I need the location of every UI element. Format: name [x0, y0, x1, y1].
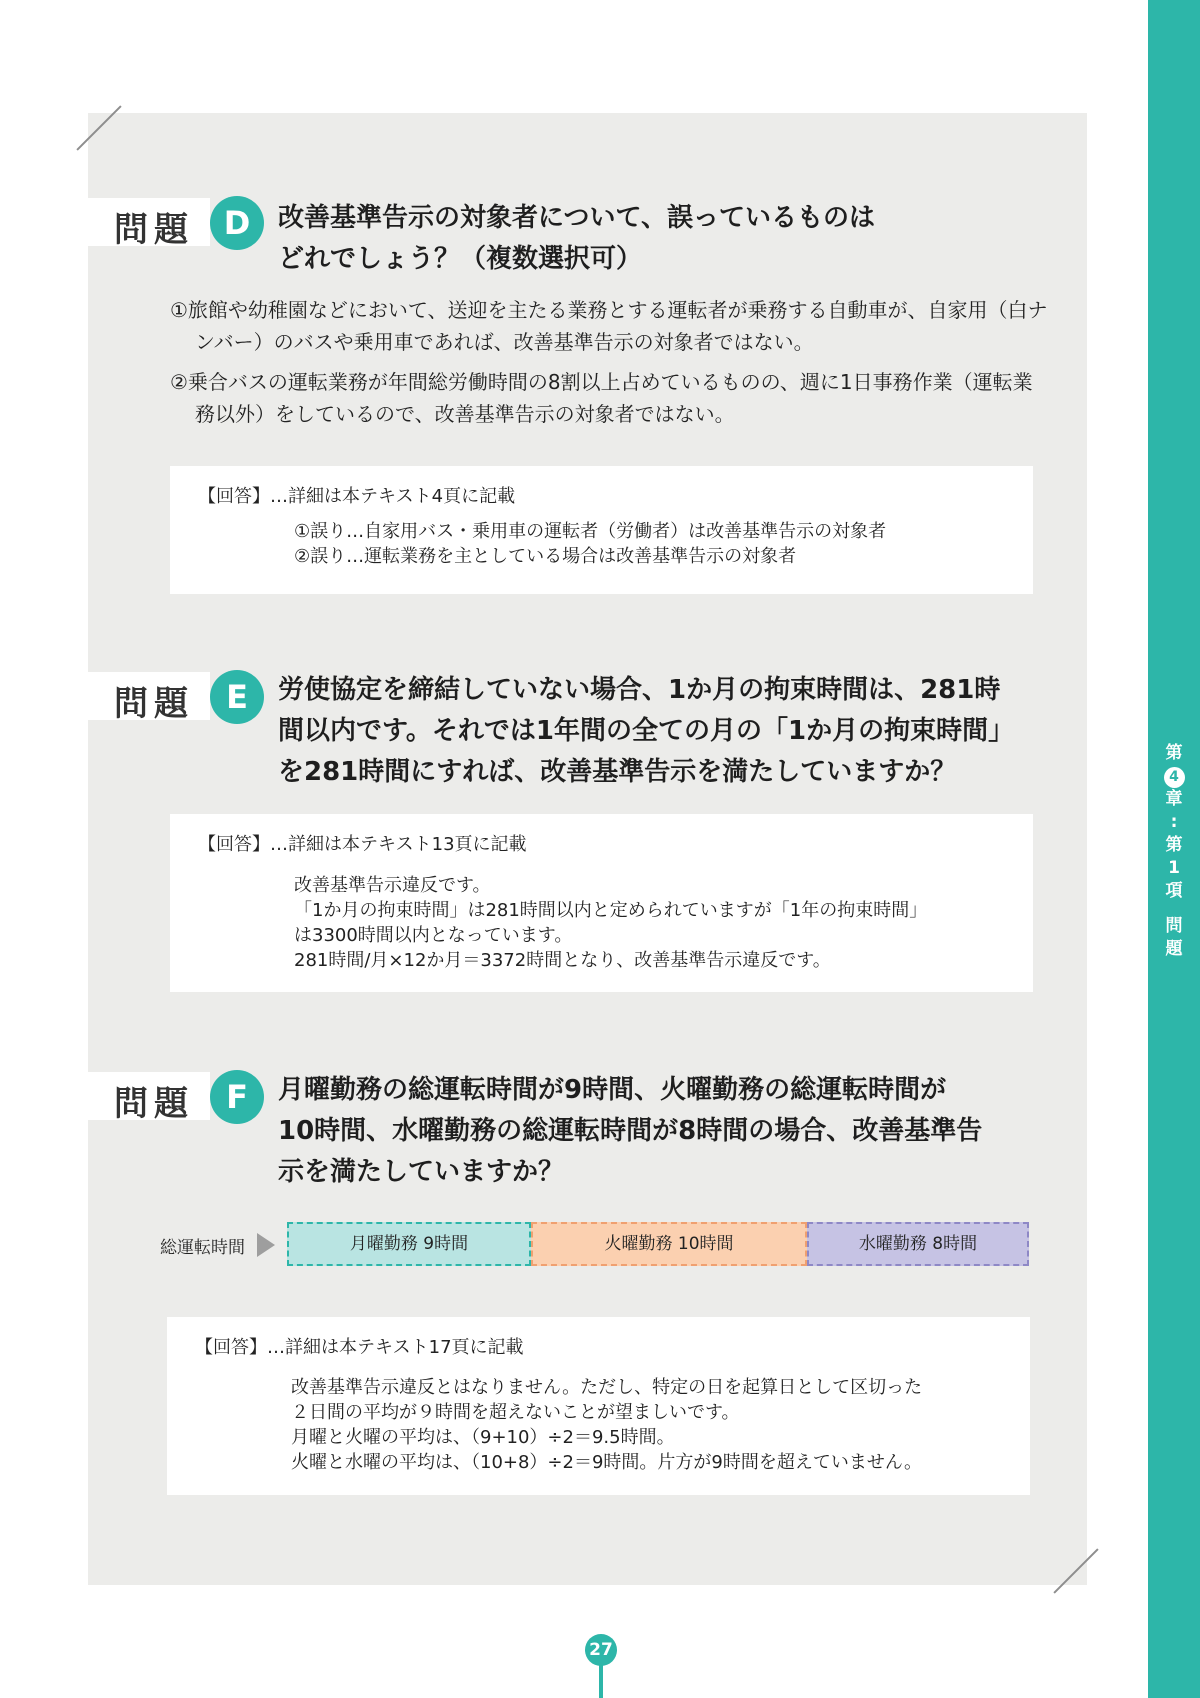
answer-header: 【回答】…詳細は本テキスト17頁に記載	[195, 1337, 524, 1358]
timeline-label: 総運転時間	[160, 1238, 245, 1258]
question-letter-badge: F	[210, 1070, 264, 1124]
question-title: 改善基準告示の対象者について、誤っているものは どれでしょう？（複数選択可）	[278, 203, 875, 274]
side-char: 項	[1165, 881, 1183, 901]
question-options	[170, 294, 1050, 438]
side-char: 題	[1165, 939, 1183, 959]
side-char: 第	[1165, 835, 1183, 855]
answer-box-f	[167, 1317, 1030, 1495]
side-char: 問	[1165, 916, 1183, 936]
side-char: 章	[1165, 789, 1183, 809]
answer-body: 改善基準告示違反とはなりません。ただし、特定の日を起算日として区切った ２日間の平均が９時間を超えないことが望ましいです。 月曜と火曜の平均は、（9+10）÷2＝9.5時間。 火曜と水曜の平均は、（10+8）÷2＝9時間。片方が9時間を超えていません。	[291, 1377, 923, 1473]
option-item: ①旅館や幼稚園などにおいて、送迎を主たる業務とする運転者が乗務する自動車が、自家用（白ナンバー）のバスや乗用車であれば、改善基準告示の対象者ではない。	[170, 298, 1048, 354]
answer-box-e	[170, 814, 1033, 992]
answer-box-d	[170, 466, 1033, 594]
chapter-side-label	[1148, 742, 1200, 961]
chapter-number-badge: 4	[1164, 767, 1185, 788]
side-char: 第	[1165, 743, 1183, 763]
side-char: :	[1170, 812, 1178, 832]
question-title: 月曜勤務の総運転時間が9時間、火曜勤務の総運転時間が 10時間、水曜勤務の総運転時間が8時間の場合、改善基準告 示を満たしていますか？	[278, 1075, 983, 1187]
question-label: 問題	[88, 1072, 210, 1120]
page-number: 27	[585, 1634, 617, 1666]
answer-header: 【回答】…詳細は本テキスト4頁に記載	[198, 486, 516, 507]
question-letter-badge: E	[210, 670, 264, 724]
answer-body: ①誤り…自家用バス・乗用車の運転者（労働者）は改善基準告示の対象者 ②誤り…運転業務を主としている場合は改善基準告示の対象者	[294, 521, 887, 567]
side-char: 1	[1168, 858, 1180, 878]
question-title: 労使協定を締結していない場合、1か月の拘束時間は、281時 間以内です。それでは1年間の全ての月の「1か月の拘束時間」 を281時間にすれば、改善基準告示を満たしていますか？	[278, 675, 1015, 787]
timeline-segment: 水曜勤務 8時間	[807, 1222, 1029, 1266]
answer-header: 【回答】…詳細は本テキスト13頁に記載	[198, 834, 527, 855]
timeline-segment: 月曜勤務 9時間	[287, 1222, 531, 1266]
driving-time-timeline	[160, 1222, 1030, 1268]
option-item: ②乗合バスの運転業務が年間総労働時間の8割以上占めているものの、週に1日事務作業（運転業務以外）をしているので、改善基準告示の対象者ではない。	[170, 370, 1033, 426]
answer-body: 改善基準告示違反です。 「1か月の拘束時間」は281時間以内と定められていますが「1年の拘束時間」 は3300時間以内となっています。 281時間/月×12か月＝3372時間となり、改善基準告示違反です。	[294, 875, 928, 971]
question-label: 問題	[88, 672, 210, 720]
arrow-right-icon	[257, 1233, 275, 1257]
question-label: 問題	[88, 198, 210, 246]
timeline-segment: 火曜勤務 10時間	[531, 1222, 807, 1266]
chapter-side-band	[1148, 0, 1200, 1698]
question-letter-badge: D	[210, 196, 264, 250]
page-number-stem	[599, 1664, 603, 1698]
